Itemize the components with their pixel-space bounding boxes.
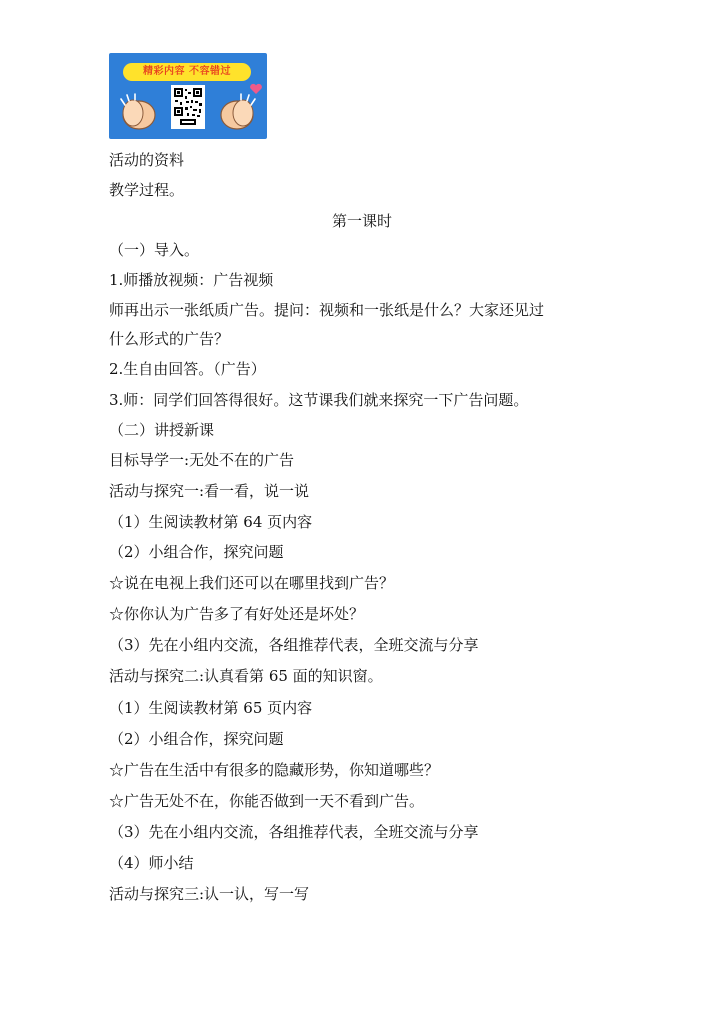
intro-text-materials: 活动的资料 <box>109 151 185 169</box>
promo-banner[interactable] <box>109 53 267 139</box>
intro-text-process: 教学过程。 <box>109 181 185 199</box>
doc-line: ☆说在电视上我们还可以在哪里找到广告？ <box>109 574 395 592</box>
doc-line: 活动与探究二:认真看第 65 面的知识窗。 <box>109 667 383 685</box>
doc-line: （二）讲授新课 <box>109 421 215 439</box>
doc-line: 3.师：同学们回答得很好。这节课我们就来探究一下广告问题。 <box>109 391 529 409</box>
doc-line: ☆你你认为广告多了有好处还是坏处？ <box>109 605 365 623</box>
doc-line: ☆广告无处不在，你能否做到一天不看到广告。 <box>109 792 425 810</box>
doc-line: （1）生阅读教材第 64 页内容 <box>109 513 313 531</box>
doc-line: 目标导学一:无处不在的广告 <box>109 451 295 469</box>
doc-line: ☆广告在生活中有很多的隐藏形势，你知道哪些？ <box>109 761 440 779</box>
doc-line: 2.生自由回答。（广告） <box>109 360 266 378</box>
doc-line: （3）先在小组内交流，各组推荐代表，全班交流与分享 <box>109 823 479 841</box>
clapping-hands-right-icon <box>215 91 259 133</box>
doc-line: （一）导入。 <box>109 241 200 259</box>
doc-line: 1.师播放视频：广告视频 <box>109 271 274 289</box>
doc-line: （2）小组合作，探究问题 <box>109 730 284 748</box>
doc-line: （1）生阅读教材第 65 页内容 <box>109 699 313 717</box>
doc-line: 师再出示一张纸质广告。提问：视频和一张纸是什么？大家还见过 <box>109 301 545 319</box>
lesson-title: 第一课时 <box>331 212 392 230</box>
banner-caption: 精彩内容 不容错过 <box>123 63 251 81</box>
qr-code-icon <box>171 85 205 129</box>
doc-line: 什么形式的广告？ <box>109 330 230 348</box>
doc-line: （2）小组合作，探究问题 <box>109 543 284 561</box>
doc-line: 活动与探究三:认一认，写一写 <box>109 885 310 903</box>
doc-line: 活动与探究一:看一看，说一说 <box>109 482 310 500</box>
doc-line: （4）师小结 <box>109 854 194 872</box>
doc-line: （3）先在小组内交流，各组推荐代表，全班交流与分享 <box>109 636 479 654</box>
heart-icon <box>249 83 263 95</box>
clapping-hands-left-icon <box>117 91 161 133</box>
